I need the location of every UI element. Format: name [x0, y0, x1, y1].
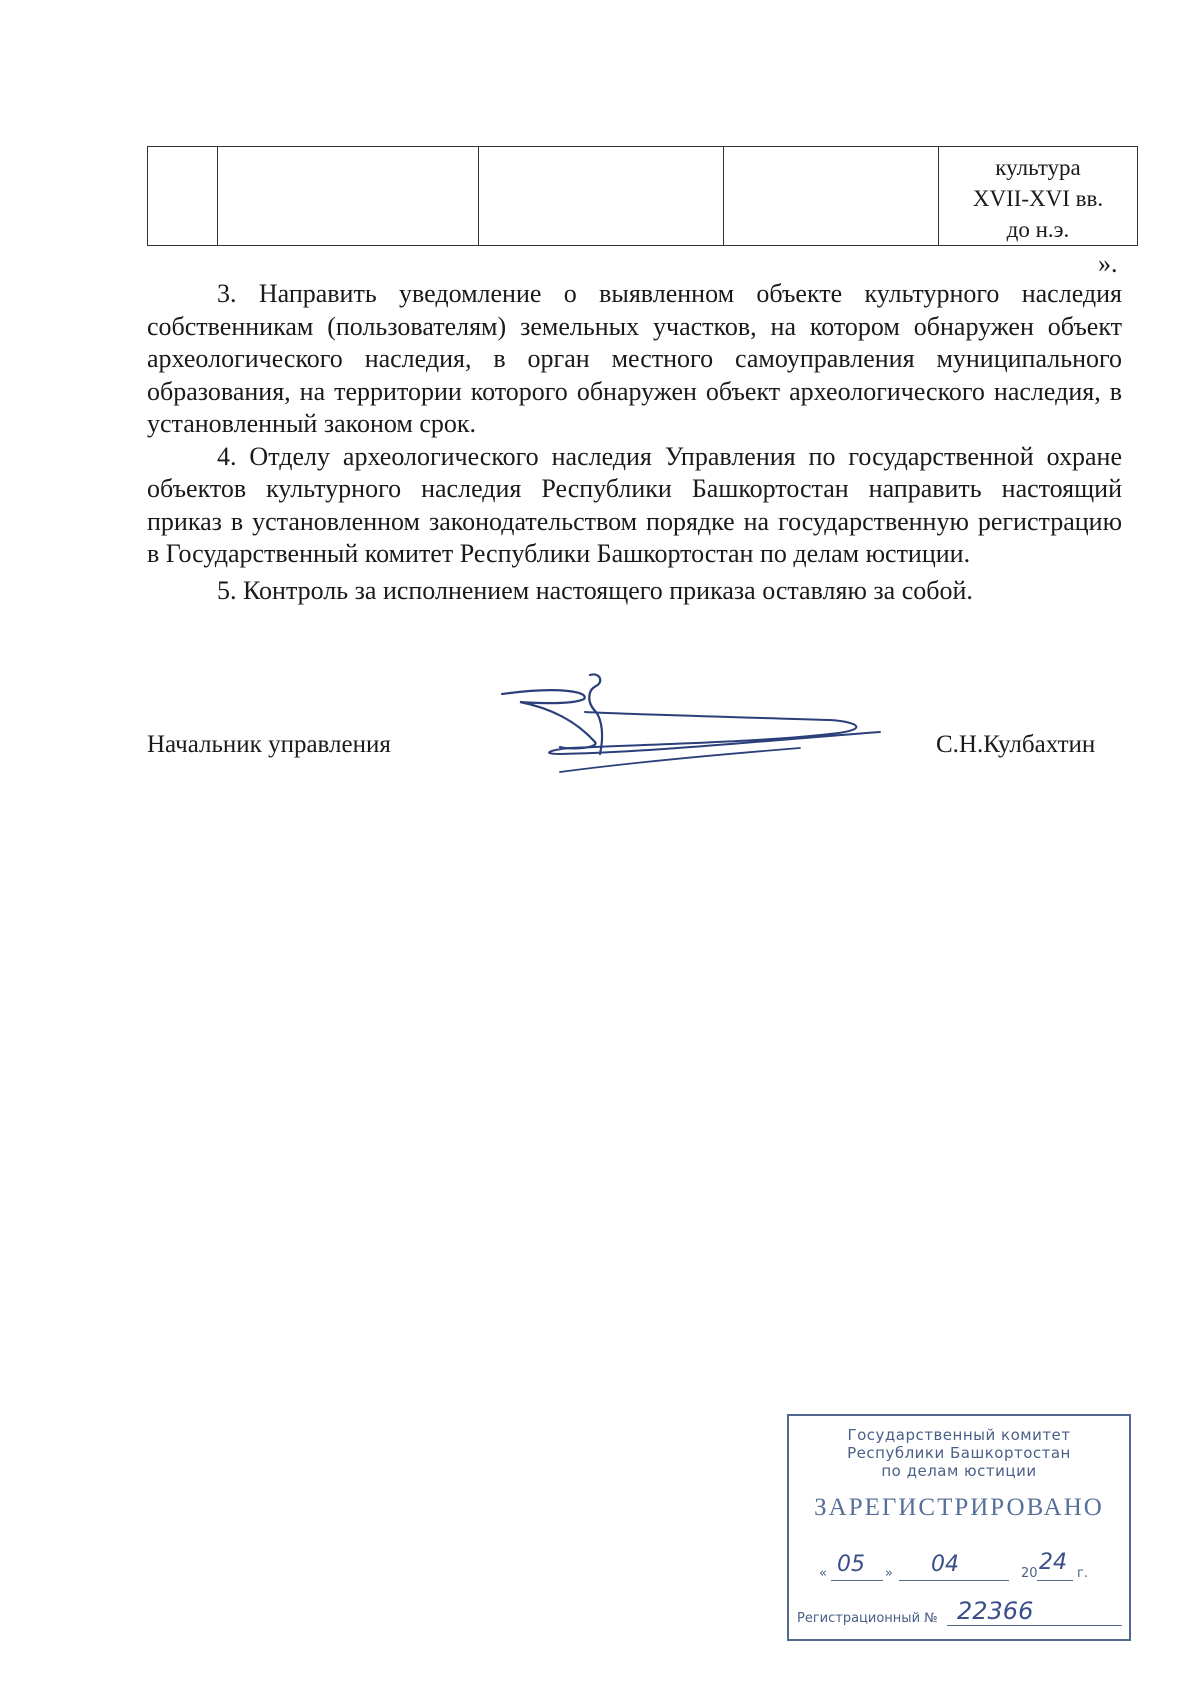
stamp-month-line	[899, 1580, 1009, 1581]
table-row	[148, 147, 1138, 246]
stamp-close-quote: »	[885, 1566, 893, 1581]
closing-quote: ».	[1098, 249, 1118, 278]
paragraph-5: 5. Контроль за исполнением настоящего приказа оставляю за собой.	[217, 575, 973, 605]
stamp-month: 04	[931, 1552, 959, 1577]
stamp-year: 24	[1039, 1550, 1067, 1575]
stamp-date	[819, 1552, 1119, 1586]
stamp-open-quote: «	[819, 1566, 827, 1581]
stamp-year-prefix: 20	[1021, 1566, 1038, 1581]
stamp-status: ЗАРЕГИСТРИРОВАНО	[814, 1494, 1104, 1521]
table-cell	[724, 147, 939, 246]
stamp-year-label: г.	[1077, 1566, 1088, 1581]
stamp-reg-line	[947, 1625, 1122, 1626]
stamp-organization	[789, 1426, 1129, 1480]
cell-line: XVII-XVI вв.	[972, 186, 1104, 211]
registration-stamp	[787, 1414, 1131, 1641]
stamp-reg-number-row	[797, 1597, 1127, 1631]
objects-table-fragment	[147, 146, 1138, 246]
cell-line: культура	[995, 155, 1081, 180]
signatory-name: С.Н.Кулбахтин	[936, 731, 1096, 758]
cell-line: до н.э.	[1006, 217, 1070, 242]
paragraph-4: 4. Отделу археологического наследия Управления по государственной охране объектов культурного наследия Республики Башкортостан направить настоящий приказ в установленном законодательством порядке на государственную регистрацию в Государственный комитет Республики Башкортостан по делам юстиции.	[147, 441, 1122, 568]
stamp-org-line: Республики Башкортостан	[847, 1444, 1071, 1462]
stamp-year-line	[1037, 1580, 1073, 1581]
stamp-org-line: по делам юстиции	[881, 1462, 1037, 1480]
stamp-reg-number: 22366	[957, 1597, 1034, 1625]
paragraph-3: 3. Направить уведомление о выявленном объекте культурного наследия собственникам (пользователям) земельных участков, на котором обнаружен объект археологического наследия, в орган местного самоуправления муниципального образования, на территории которого обнаружен объект археологического наследия, в установленный законом срок.	[147, 279, 1122, 438]
table-cell	[479, 147, 724, 246]
handwritten-signature	[500, 672, 890, 792]
stamp-day: 05	[837, 1552, 865, 1577]
signatory-role: Начальник управления	[147, 731, 391, 758]
stamp-org-line: Государственный комитет	[847, 1426, 1071, 1444]
stamp-reg-label: Регистрационный №	[797, 1611, 938, 1626]
order-paragraphs	[147, 278, 1122, 607]
stamp-day-line	[831, 1580, 883, 1581]
table-cell	[148, 147, 218, 246]
table-cell-culture	[939, 147, 1138, 246]
table-cell	[218, 147, 479, 246]
